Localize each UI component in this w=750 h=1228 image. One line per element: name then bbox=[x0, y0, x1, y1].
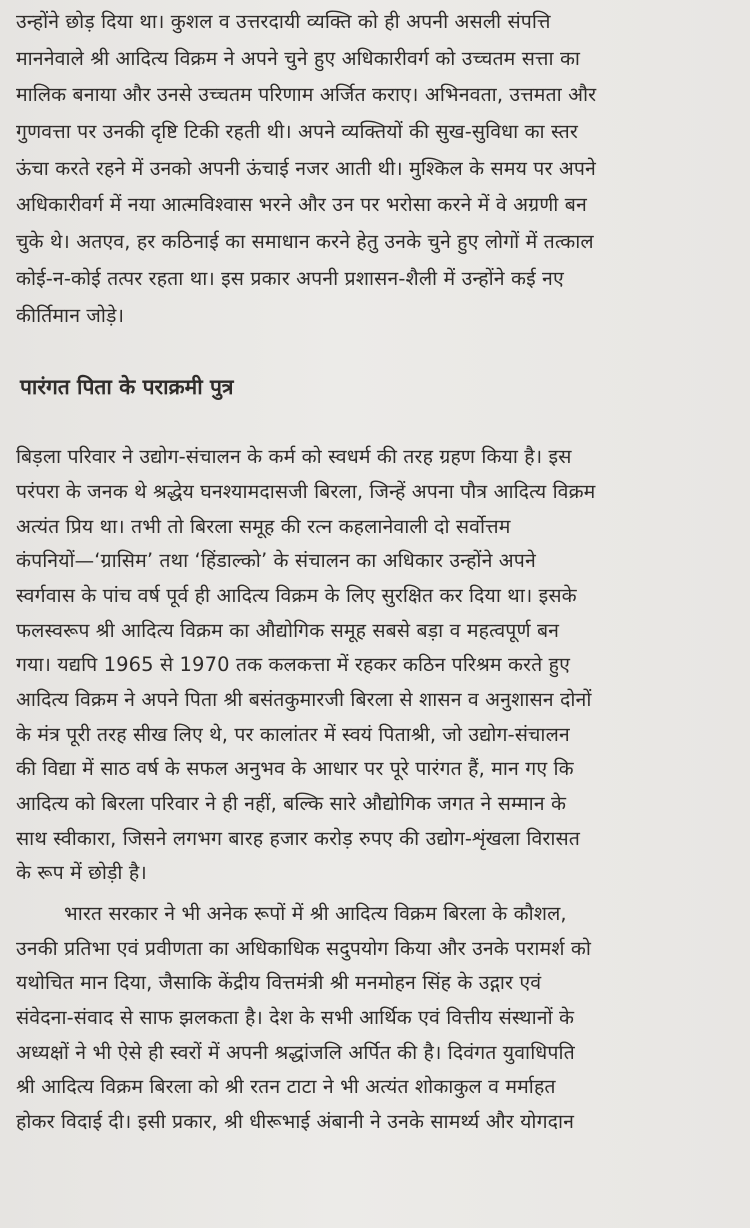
text-line: अत्यंत प्रिय था। तभी तो बिरला समूह की रत्न कहलानेवाली दो सर्वोत्तम bbox=[16, 514, 511, 538]
text-line: अधिकारीवर्ग में नया आत्मविश्वास भरने और उन पर भरोसा करने में वे अग्रणी बन bbox=[16, 193, 587, 217]
paragraph-2 bbox=[16, 440, 734, 891]
text-line: आदित्य विक्रम ने अपने पिता श्री बसंतकुमारजी बिरला से शासन व अनुशासन दोनों bbox=[16, 688, 592, 711]
text-line: गुणवत्ता पर उनकी दृष्टि टिकी रहती थी। अपने व्यक्तियों की सुख-सुविधा का स्तर bbox=[16, 120, 578, 144]
text-line: श्री आदित्य विक्रम बिरला को श्री रतन टाटा ने भी अत्यंत शोकाकुल व मर्माहत bbox=[16, 1075, 556, 1099]
text-line: कंपनियों—‘ग्रासिम’ तथा ‘हिंडाल्को’ के संचालन का अधिकार उन्होंने अपने bbox=[16, 549, 536, 573]
text-line: फलस्वरूप श्री आदित्य विक्रम का औद्योगिक समूह सबसे बड़ा व महत्वपूर्ण बन bbox=[16, 618, 560, 642]
section-heading: पारंगत पिता के पराक्रमी पुत्र bbox=[20, 375, 234, 400]
text-line: की विद्या में साठ वर्ष के सफल अनुभव के आधार पर पूरे पारंगत हैं, मान गए कि bbox=[16, 757, 574, 781]
text-line: गया। यद्यपि 1965 से 1970 तक कलकत्ता में रहकर कठिन परिश्रम करते हुए bbox=[16, 653, 570, 677]
text-line: के रूप में छोड़ी है। bbox=[16, 861, 147, 885]
text-line: चुके थे। अतएव, हर कठिनाई का समाधान करने हेतु उनके चुने हुए लोगों में तत्काल bbox=[16, 230, 594, 254]
text-line: अध्यक्षों ने भी ऐसे ही स्वरों में अपनी श्रद्धांजलि अर्पित की है। दिवंगत युवाधिपति bbox=[16, 1040, 575, 1064]
text-line: स्वर्गवास के पांच वर्ष पूर्व ही आदित्य विक्रम के लिए सुरक्षित कर दिया था। इसके bbox=[16, 583, 577, 607]
paragraph-1 bbox=[16, 4, 734, 334]
text-line: परंपरा के जनक थे श्रद्धेय घनश्यामदासजी बिरला, जिन्हें अपना पौत्र आदित्य विक्रम bbox=[16, 479, 596, 503]
paragraph-3 bbox=[16, 897, 734, 1139]
text-line: साथ स्वीकारा, जिसने लगभग बारह हजार करोड़ रुपए की उद्योग-शृंखला विरासत bbox=[16, 826, 581, 850]
text-line: होकर विदाई दी। इसी प्रकार, श्री धीरूभाई अंबानी ने उनके सामर्थ्य और योगदान bbox=[16, 1109, 575, 1133]
text-line: माननेवाले श्री आदित्य विक्रम ने अपने चुने हुए अधिकारीवर्ग को उच्चतम सत्ता का bbox=[16, 46, 581, 70]
text-line: बिड़ला परिवार ने उद्योग-संचालन के कर्म को स्वधर्म की तरह ग्रहण किया है। इस bbox=[16, 445, 572, 469]
text-line: संवेदना-संवाद से साफ झलकता है। देश के सभी आर्थिक एवं वित्तीय संस्थानों के bbox=[16, 1005, 575, 1029]
text-line: मालिक बनाया और उनसे उच्चतम परिणाम अर्जित कराए। अभिनवता, उत्तमता और bbox=[16, 83, 597, 107]
text-line: उन्होंने छोड़ दिया था। कुशल व उत्तरदायी व्यक्ति को ही अपनी असली संपत्ति bbox=[16, 10, 551, 33]
text-line: कीर्तिमान जोड़े। bbox=[16, 303, 125, 327]
text-line: भारत सरकार ने भी अनेक रूपों में श्री आदित्य विक्रम बिरला के कौशल, bbox=[64, 902, 567, 926]
text-line: कोई-न-कोई तत्पर रहता था। इस प्रकार अपनी प्रशासन-शैली में उन्होंने कई नए bbox=[16, 266, 564, 290]
text-line: ऊंचा करते रहने में उनको अपनी ऊंचाई नजर आती थी। मुश्किल के समय पर अपने bbox=[16, 156, 596, 180]
text-line: के मंत्र पूरी तरह सीख लिए थे, पर कालांतर में स्वयं पिताश्री, जो उद्योग-संचालन bbox=[16, 722, 570, 746]
text-line: आदित्य को बिरला परिवार ने ही नहीं, बल्कि सारे औद्योगिक जगत ने सम्मान के bbox=[16, 792, 567, 816]
text-line: यथोचित मान दिया, जैसाकि केंद्रीय वित्तमंत्री श्री मनमोहन सिंह के उद्गार एवं bbox=[16, 971, 542, 995]
text-line: उनकी प्रतिभा एवं प्रवीणता का अधिकाधिक सदुपयोग किया और उनके परामर्श को bbox=[16, 936, 592, 960]
